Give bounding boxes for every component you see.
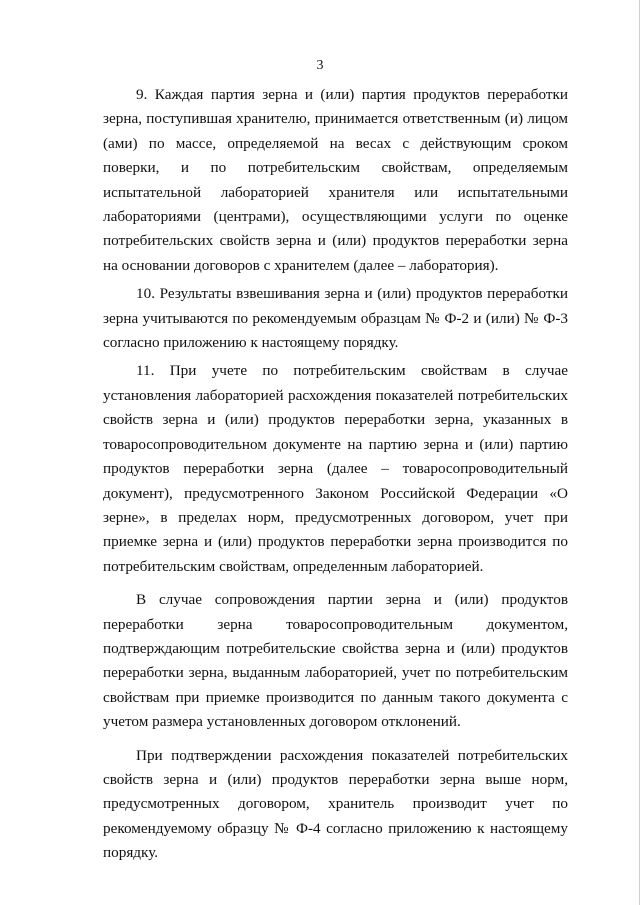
paragraph-discrepancy-confirmation: При подтверждении расхождения показателей потребительских свойств зерна и (или) продуктов переработки зерна выше норм, предусмотренных договором, хранитель производит учет по рекомендуемому образцу № Ф-4 согласно приложению к настоящему порядку.	[103, 746, 568, 862]
paragraph-10: 10. Результаты взвешивания зерна и (или) продуктов переработки зерна учитываются по рекомендуемым образцам № Ф-2 и (или) № Ф-3 согласно приложению к настоящему порядку.	[103, 285, 568, 352]
paragraph-11: 11. При учете по потребительским свойствам в случае установления лабораторией расхождения показателей потребительских свойств зерна и (или) продуктов переработки зерна, указанных в товаросопроводительном документе на партию зерна и (или) партию продуктов переработки зерна (далее – товаросопроводительный документ), предусмотренного Законом Российской Федерации «О зерне», в пределах норм, предусмотренных договором, учет при приемке зерна и (или) продуктов переработки зерна производится по потребительским свойствам, определенным лабораторией.	[103, 362, 568, 575]
document-body	[103, 83, 568, 866]
paragraph-accompanying-document: В случае сопровождения партии зерна и (или) продуктов переработки зерна товаросопроводительным документом, подтверждающим потребительские свойства зерна и (или) продуктов переработки зерна, выданным лабораторией, учет по потребительским свойствам при приемке производится по данным такого документа с учетом размера установленных договором отклонений.	[103, 591, 568, 731]
paragraph-9: 9. Каждая партия зерна и (или) партия продуктов переработки зерна, поступившая хранителю, принимается ответственным (и) лицом (ами) по массе, определяемой на весах с действующим сроком поверки, и по потребительским свойствам, определяемым испытательной лабораторией хранителя или испытательными лабораториями (центрами), осуществляющими услуги по оценке потребительских свойств зерна и (или) продуктов переработки зерна на основании договоров с хранителем (далее – лаборатория).	[103, 86, 568, 274]
page-number: 3	[316, 58, 324, 73]
